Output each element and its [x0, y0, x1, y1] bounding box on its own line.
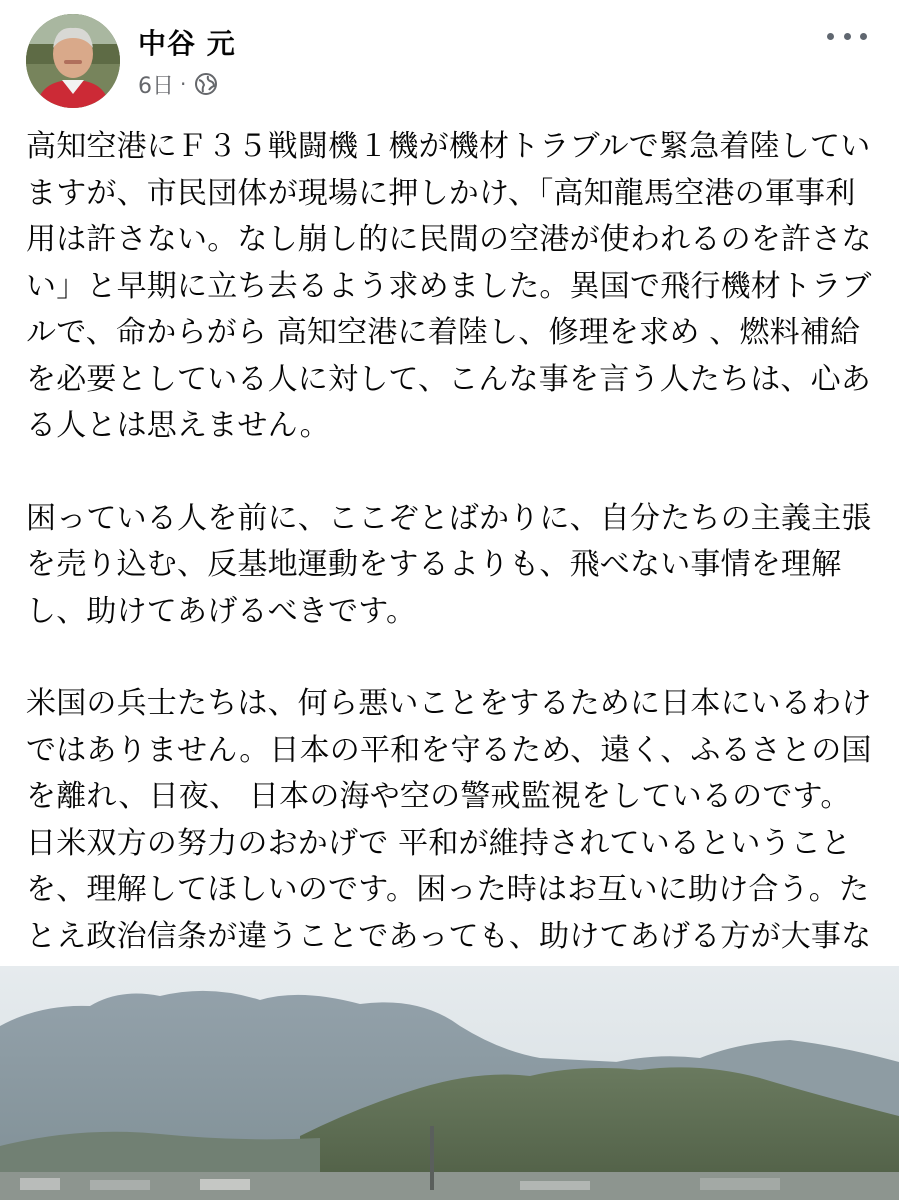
post-photo[interactable] [0, 966, 899, 1200]
avatar-photo [26, 14, 120, 108]
author-name[interactable]: 中谷 元 [138, 27, 236, 60]
timestamp[interactable]: 6日 [138, 73, 174, 99]
post-body [26, 124, 876, 1053]
more-dot [827, 33, 834, 40]
post-meta [138, 70, 218, 98]
post-paragraph: 米国の兵士たちは、何ら悪いことをするために日本にいるわけではありません。日本の平和を守るため、遠く、ふるさとの国を離れ、日夜、 日本の海や空の警戒監視をしているのです。日米双方の努力のおかげで 平和が維持されているということを、理解してほしいのです。困った時はお互いに助け合う。たとえ政治信条が違うことであっても、助けてあげる方が大事な [26, 686, 872, 954]
post-paragraph: 高知空港にＦ３５戦闘機１機が機材トラブルで緊急着陸していますが、市民団体が現場に押しかけ、「高知龍馬空港の軍事利用は許さない。なし崩し的に民間の空港が使われるのを許さない」と早期に立ち去るよう求めました。異国で飛行機材トラブルで、命からがら 高知空港に着陸し、修理を求め 、燃料補給を必要としている人に対して、こんな事を言う人たちは、心ある人とは思えません。 [26, 129, 872, 443]
more-dot [844, 33, 851, 40]
globe-icon[interactable] [194, 72, 218, 96]
post-paragraph: 困っている人を前に、ここぞとばかりに、自分たちの主義主張を売り込む、反基地運動をするよりも、飛べない事情を理解し、助けてあげるべきです。 [26, 500, 872, 629]
more-dot [860, 33, 867, 40]
post-header [0, 0, 899, 112]
more-options-icon[interactable] [827, 26, 867, 46]
mountain-landscape-image [0, 966, 899, 1200]
meta-separator: · [180, 72, 187, 96]
avatar[interactable] [26, 14, 120, 108]
